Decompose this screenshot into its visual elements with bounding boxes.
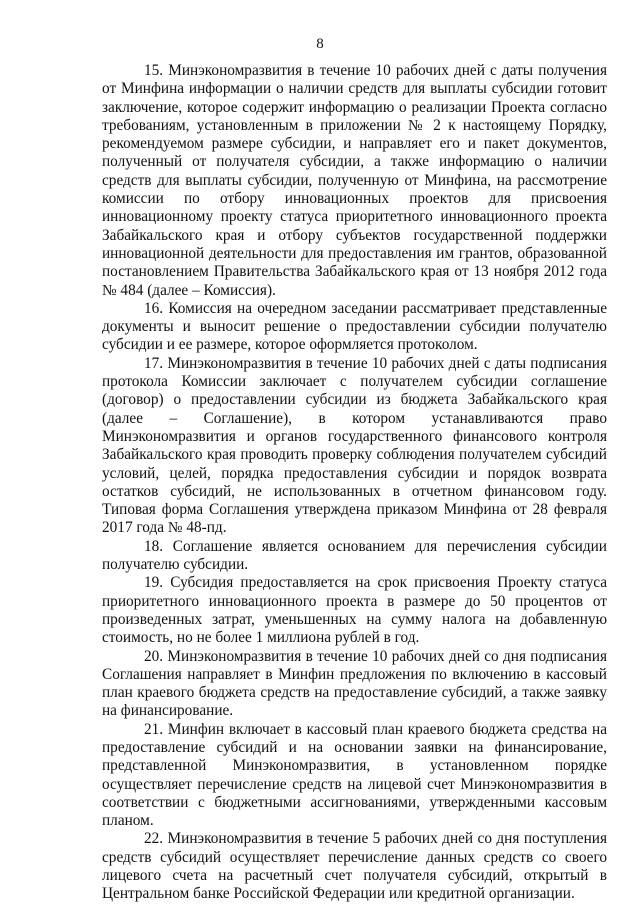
paragraph-19: 19. Субсидия предоставляется на срок присвоения Проекту статуса приоритетного инновационного проекта в размере до 50 процентов от произведенных затрат, уменьшенных на сумму налога на добавленную стоимость, но не более 1 миллиона рублей в год. xyxy=(102,574,607,647)
paragraph-16: 16. Комиссия на очередном заседании рассматривает представленные документы и выносит решение о предоставлении субсидии получателю субсидии и ее размере, которое оформляется протоколом. xyxy=(102,299,607,354)
document-body xyxy=(102,62,607,904)
paragraph-21: 21. Минфин включает в кассовый план краевого бюджета средства на предоставление субсидий и на основании заявки на финансирование, представленной Минэкономразвития, в установленном порядке осуществляет перечисление средств на лицевой счет Минэкономразвития в соответствии с бюджетными ассигнованиями, утвержденными кассовым планом. xyxy=(102,720,607,830)
paragraph-15: 15. Минэкономразвития в течение 10 рабочих дней с даты получения от Минфина информации о наличии средств для выплаты субсидии готовит заключение, которое содержит информацию о реализации Проекта согласно требованиям, установленным в приложении № 2 к настоящему Порядку, рекомендуемом размере субсидии, и направляет его и пакет документов, полученный от получателя субсидии, а также информацию о наличии средств для выплаты субсидии, полученную от Минфина, на рассмотрение комиссии по отбору инновационных проектов для присвоения инновационному проекту статуса приоритетного инновационного проекта Забайкальского края и отбору субъектов государственной поддержки инновационной деятельности для предоставления им грантов, образованной постановлением Правительства Забайкальского края от 13 ноября 2012 года № 484 (далее – Комиссия). xyxy=(102,62,607,299)
paragraph-22: 22. Минэкономразвития в течение 5 рабочих дней со дня поступления средств субсидий осуществляет перечисление данных средств со своего лицевого счета на расчетный счет получателя субсидий, открытый в Центральном банке Российской Федерации или кредитной организации. xyxy=(102,830,607,903)
paragraph-17: 17. Минэкономразвития в течение 10 рабочих дней с даты подписания протокола Комиссии заключает с получателем субсидии соглашение (договор) о предоставлении субсидии из бюджета Забайкальского края (далее – Соглашение), в котором устанавливаются право Минэкономразвития и органов государственного финансового контроля Забайкальского края проводить проверку соблюдения получателем субсидий условий, целей, порядка предоставления субсидии и порядок возврата остатков субсидий, не использованных в отчетном финансовом году. Типовая форма Соглашения утверждена приказом Минфина от 28 февраля 2017 года № 48-пд. xyxy=(102,354,607,537)
paragraph-18: 18. Соглашение является основанием для перечисления субсидии получателю субсидии. xyxy=(102,537,607,574)
paragraph-20: 20. Минэкономразвития в течение 10 рабочих дней со дня подписания Соглашения направляет в Минфин предложения по включению в кассовый план краевого бюджета средств на предоставление субсидий, а также заявку на финансирование. xyxy=(102,647,607,720)
page-number: 8 xyxy=(316,36,324,52)
